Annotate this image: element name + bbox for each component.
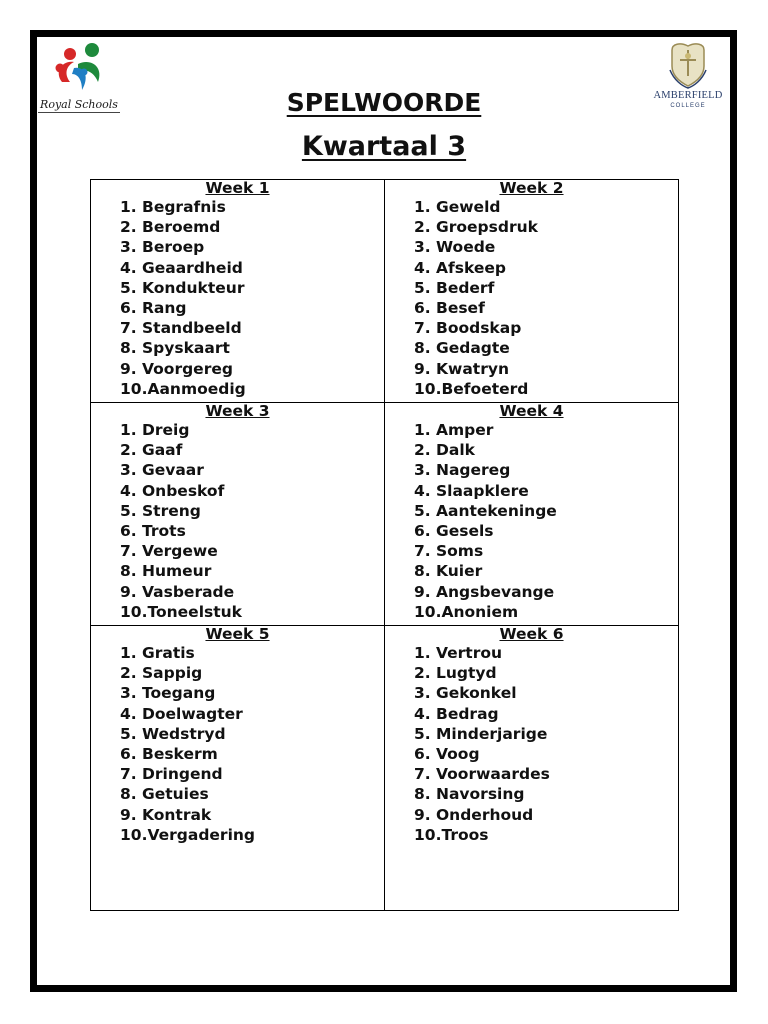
word-item [120, 663, 384, 683]
word-number: 4. [414, 704, 431, 723]
word-number: 5. [120, 278, 137, 297]
word-text: Minderjarige [436, 724, 548, 743]
word-item [414, 582, 678, 602]
word-number: 5. [414, 278, 431, 297]
page-subtitle: Kwartaal 3 [301, 131, 467, 162]
word-text: Beroemd [142, 218, 221, 237]
word-number: 10. [120, 602, 148, 621]
word-number: 8. [120, 785, 137, 804]
week-heading: Week 5 [205, 625, 270, 643]
word-item [120, 805, 384, 825]
word-item [120, 521, 384, 541]
word-number: 7. [120, 319, 137, 338]
word-text: Aantekeninge [436, 501, 557, 520]
word-number: 6. [120, 745, 137, 764]
word-number: 5. [414, 724, 431, 743]
word-number: 7. [414, 765, 431, 784]
word-item [120, 217, 384, 237]
word-text: Toegang [142, 684, 216, 703]
word-text: Wedstryd [142, 724, 226, 743]
word-number: 4. [120, 704, 137, 723]
week-cell [385, 403, 679, 626]
word-text: Anoniem [441, 602, 519, 621]
word-text: Bederf [436, 278, 495, 297]
word-item [120, 683, 384, 703]
word-number: 1. [120, 644, 137, 662]
word-number: 9. [414, 805, 431, 824]
week-cell [91, 403, 385, 626]
word-text: Getuies [142, 785, 209, 804]
word-number: 10. [414, 825, 442, 844]
word-text: Dringend [142, 765, 223, 784]
word-text: Afskeep [436, 258, 506, 277]
word-text: Gekonkel [436, 684, 517, 703]
word-text: Voog [436, 745, 480, 764]
word-text: Woede [436, 238, 496, 257]
word-number: 3. [414, 684, 431, 703]
word-item [120, 278, 384, 298]
word-number: 3. [120, 461, 137, 480]
word-list [385, 420, 678, 622]
word-text: Gaaf [142, 441, 183, 460]
word-item [120, 602, 384, 622]
word-number: 8. [414, 785, 431, 804]
word-text: Begrafnis [142, 198, 226, 216]
word-number: 6. [414, 522, 431, 541]
word-item [414, 379, 678, 399]
word-text: Vergewe [142, 542, 218, 561]
word-text: Spyskaart [142, 339, 230, 358]
word-item [120, 784, 384, 804]
word-text: Kwatryn [436, 359, 509, 378]
word-text: Doelwagter [142, 704, 243, 723]
word-text: Befoeterd [441, 379, 529, 398]
word-text: Kuier [436, 562, 483, 581]
week-heading: Week 2 [499, 179, 564, 197]
word-number: 2. [414, 218, 431, 237]
word-number: 8. [120, 562, 137, 581]
word-text: Lugtyd [436, 664, 497, 683]
word-item [120, 197, 384, 217]
word-number: 7. [414, 542, 431, 561]
word-number: 1. [414, 198, 431, 216]
week-heading: Week 6 [499, 625, 564, 643]
word-text: Vergadering [147, 825, 256, 844]
word-text: Aanmoedig [147, 379, 246, 398]
word-number: 7. [120, 542, 137, 561]
word-item [414, 501, 678, 521]
word-text: Rang [142, 299, 187, 318]
word-text: Amper [436, 421, 494, 439]
word-item [414, 460, 678, 480]
word-number: 1. [120, 198, 137, 216]
week-cell [91, 626, 385, 911]
word-list [91, 420, 384, 622]
word-item [414, 359, 678, 379]
word-item [414, 237, 678, 257]
word-item [414, 318, 678, 338]
word-item [120, 237, 384, 257]
word-item [120, 440, 384, 460]
word-number: 4. [414, 481, 431, 500]
word-item [120, 379, 384, 399]
word-text: Humeur [142, 562, 212, 581]
week-heading: Week 3 [205, 402, 270, 420]
word-text: Navorsing [436, 785, 525, 804]
word-text: Toneelstuk [147, 602, 242, 621]
word-number: 5. [120, 501, 137, 520]
word-text: Trots [142, 522, 186, 541]
word-item [414, 258, 678, 278]
week-heading: Week 4 [499, 402, 564, 420]
word-item [120, 359, 384, 379]
word-number: 10. [414, 379, 442, 398]
word-number: 7. [414, 319, 431, 338]
word-item [414, 704, 678, 724]
word-text: Streng [142, 501, 201, 520]
word-number: 4. [120, 258, 137, 277]
week-cell [91, 180, 385, 403]
word-item [120, 338, 384, 358]
word-item [120, 298, 384, 318]
word-number: 2. [414, 441, 431, 460]
word-item [120, 420, 384, 440]
word-item [414, 663, 678, 683]
word-item [414, 440, 678, 460]
word-item [414, 278, 678, 298]
word-text: Slaapklere [436, 481, 529, 500]
word-number: 8. [120, 339, 137, 358]
word-text: Gevaar [142, 461, 204, 480]
word-number: 2. [120, 664, 137, 683]
word-text: Vasberade [142, 582, 235, 601]
week-heading: Week 1 [205, 179, 270, 197]
word-item [414, 217, 678, 237]
word-number: 6. [414, 299, 431, 318]
word-list [385, 197, 678, 399]
word-text: Beskerm [142, 745, 218, 764]
word-item [414, 338, 678, 358]
word-item [120, 481, 384, 501]
word-text: Standbeeld [142, 319, 242, 338]
word-item [120, 744, 384, 764]
word-item [120, 764, 384, 784]
word-number: 10. [120, 825, 148, 844]
amberfield-subtext: COLLEGE [670, 103, 706, 109]
word-number: 8. [414, 562, 431, 581]
word-text: Dreig [142, 421, 190, 439]
word-number: 9. [414, 582, 431, 601]
word-text: Soms [436, 542, 484, 561]
word-text: Gesels [436, 522, 494, 541]
page-title: SPELWOORDE [286, 88, 482, 117]
word-item [414, 744, 678, 764]
word-list [91, 197, 384, 399]
word-text: Bedrag [436, 704, 499, 723]
word-item [414, 825, 678, 845]
word-item [414, 481, 678, 501]
week-cell [385, 626, 679, 911]
week-cell [385, 180, 679, 403]
word-item [414, 197, 678, 217]
word-number: 1. [414, 644, 431, 662]
word-item [120, 704, 384, 724]
word-item [120, 541, 384, 561]
word-number: 9. [120, 359, 137, 378]
word-number: 9. [414, 359, 431, 378]
word-item [414, 643, 678, 663]
royal-schools-text: Royal Schools [38, 98, 120, 113]
word-text: Geaardheid [142, 258, 243, 277]
word-item [414, 805, 678, 825]
word-number: 1. [414, 421, 431, 439]
word-number: 2. [120, 218, 137, 237]
word-text: Kontrak [142, 805, 212, 824]
word-item [120, 582, 384, 602]
word-item [120, 825, 384, 845]
word-item [414, 420, 678, 440]
word-text: Vertrou [436, 644, 503, 662]
word-item [120, 561, 384, 581]
word-text: Beroep [142, 238, 205, 257]
word-number: 3. [120, 238, 137, 257]
word-item [120, 643, 384, 663]
spelling-words-table [90, 179, 679, 911]
word-item [414, 764, 678, 784]
amberfield-crest-icon [668, 40, 708, 90]
word-text: Sappig [142, 664, 203, 683]
word-number: 10. [120, 379, 148, 398]
word-item [414, 683, 678, 703]
word-text: Groepsdruk [436, 218, 538, 237]
word-text: Dalk [436, 441, 475, 460]
word-number: 4. [120, 481, 137, 500]
word-number: 5. [120, 724, 137, 743]
word-text: Kondukteur [142, 278, 245, 297]
word-item [120, 258, 384, 278]
word-item [414, 724, 678, 744]
word-text: Besef [436, 299, 485, 318]
word-text: Nagereg [436, 461, 511, 480]
word-text: Voorwaardes [436, 765, 550, 784]
word-list [91, 643, 384, 845]
word-item [414, 784, 678, 804]
word-text: Geweld [436, 198, 501, 216]
word-item [414, 602, 678, 622]
word-text: Angsbevange [436, 582, 555, 601]
word-number: 6. [414, 745, 431, 764]
word-text: Gratis [142, 644, 195, 662]
word-list [385, 643, 678, 845]
word-item [414, 521, 678, 541]
word-item [414, 561, 678, 581]
word-text: Onbeskof [142, 481, 225, 500]
word-text: Voorgereg [142, 359, 233, 378]
word-number: 3. [414, 461, 431, 480]
word-number: 2. [414, 664, 431, 683]
word-text: Boodskap [436, 319, 522, 338]
word-item [120, 501, 384, 521]
word-number: 8. [414, 339, 431, 358]
word-number: 1. [120, 421, 137, 439]
word-number: 4. [414, 258, 431, 277]
word-number: 9. [120, 805, 137, 824]
word-number: 2. [120, 441, 137, 460]
word-number: 9. [120, 582, 137, 601]
word-number: 6. [120, 522, 137, 541]
word-number: 6. [120, 299, 137, 318]
word-item [120, 724, 384, 744]
word-number: 5. [414, 501, 431, 520]
word-number: 3. [414, 238, 431, 257]
word-text: Gedagte [436, 339, 510, 358]
word-number: 7. [120, 765, 137, 784]
word-item [120, 460, 384, 480]
word-number: 3. [120, 684, 137, 703]
word-text: Onderhoud [436, 805, 534, 824]
word-number: 10. [414, 602, 442, 621]
word-item [414, 541, 678, 561]
amberfield-name: AMBERFIELD [653, 90, 723, 101]
word-item [120, 318, 384, 338]
word-text: Troos [441, 825, 489, 844]
word-item [414, 298, 678, 318]
